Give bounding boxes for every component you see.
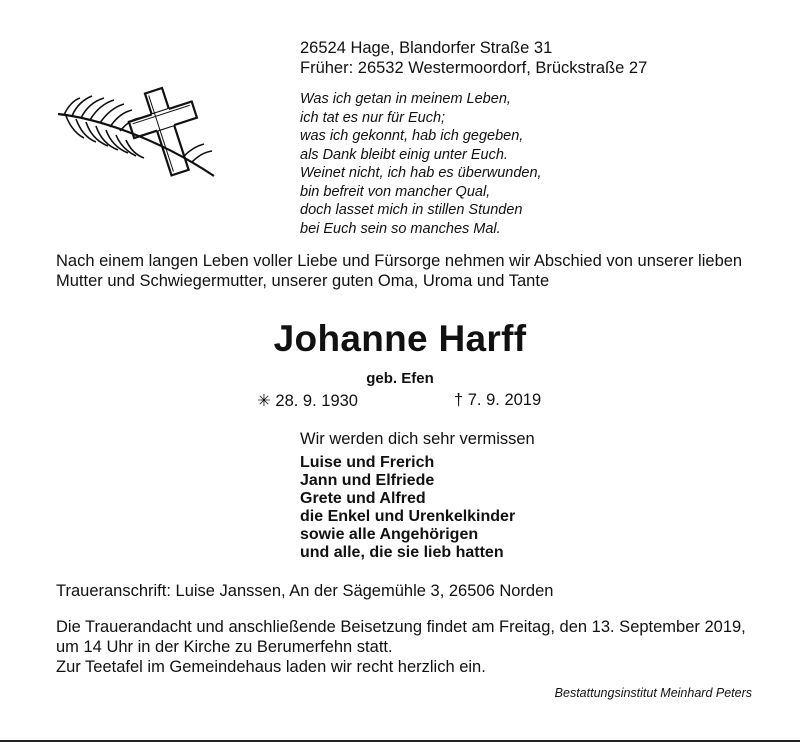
memorial-poem xyxy=(300,90,542,238)
mourner-entry: sowie alle Angehörigen xyxy=(300,526,479,543)
mourner-entry: Jann und Elfriede xyxy=(300,472,435,489)
poem-line: als Dank bleibt einig unter Euch. xyxy=(300,146,508,163)
birth-name: geb. Efen xyxy=(366,370,434,387)
address-line-1: 26524 Hage, Blandorfer Straße 31 xyxy=(300,39,553,57)
birth-date: ✳ 28. 9. 1930 xyxy=(257,392,358,410)
tea-invitation: Zur Teetafel im Gemeindehaus laden wir recht herzlich ein. xyxy=(56,658,486,676)
mourner-entry: Luise und Frerich xyxy=(300,454,435,471)
mourning-address: Traueranschrift: Luise Janssen, An der Sägemühle 3, 26506 Norden xyxy=(56,582,554,600)
poem-line: Weinet nicht, ich hab es überwunden, xyxy=(300,165,542,181)
poem-line: doch lasset mich in stillen Stunden xyxy=(300,202,523,218)
deceased-name: Johanne Harff xyxy=(273,318,527,359)
mourner-entry: und alle, die sie lieb hatten xyxy=(300,544,504,561)
miss-line: Wir werden dich sehr vermissen xyxy=(300,430,535,448)
mourner-entry: Grete und Alfred xyxy=(300,490,426,507)
poem-line: bin befreit von mancher Qual, xyxy=(300,183,491,200)
service-info: Die Trauerandacht und anschließende Beisetzung findet am Freitag, den 13. September 2019, um 14 Uhr in der Kirche zu Berumerfehn statt. xyxy=(56,618,746,656)
cross-with-palm-branch-icon xyxy=(54,84,224,180)
death-date: † 7. 9. 2019 xyxy=(454,391,542,409)
address-line-2: Früher: 26532 Westermoordorf, Brückstraße 27 xyxy=(300,59,648,77)
intro-text: Nach einem langen Leben voller Liebe und Fürsorge nehmen wir Abschied von unserer lieben Mutter und Schwiegermutter, unserer guten Oma, Uroma und Tante xyxy=(56,252,743,290)
poem-line: bei Euch sein so manches Mal. xyxy=(300,220,501,237)
residence-address xyxy=(300,38,647,78)
poem-line: Was ich getan in meinem Leben, xyxy=(300,91,511,107)
undertaker-credit: Bestattungsinstitut Meinhard Peters xyxy=(554,686,752,700)
poem-line: ich tat es nur für Euch; xyxy=(300,109,446,126)
poem-line: was ich gekonnt, hab ich gegeben, xyxy=(300,128,524,144)
mourners-list xyxy=(300,454,515,562)
mourner-entry: die Enkel und Urenkelkinder xyxy=(300,508,516,525)
